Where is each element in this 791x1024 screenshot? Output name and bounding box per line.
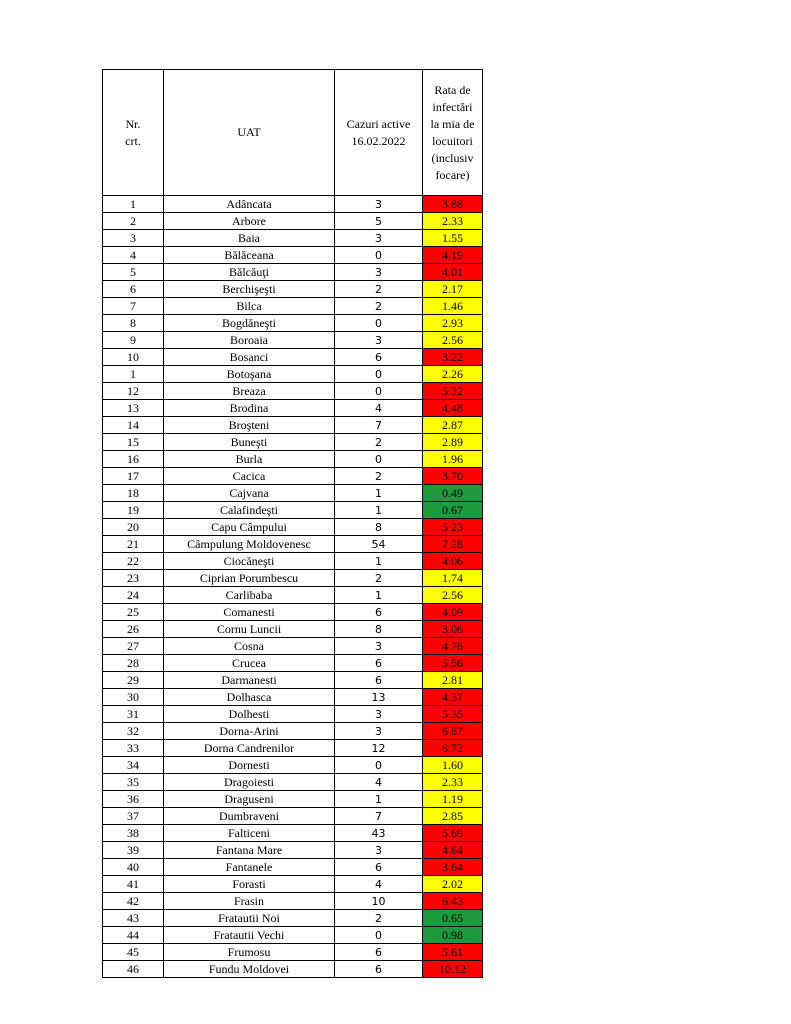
row-cases-cell: 3 xyxy=(335,230,423,247)
row-nr-cell: 12 xyxy=(103,383,164,400)
row-cases-cell: 4 xyxy=(335,876,423,893)
row-uat-cell: Dorna Candrenilor xyxy=(164,740,335,757)
row-cases-cell: 8 xyxy=(335,621,423,638)
row-cases-cell: 2 xyxy=(335,298,423,315)
row-nr-cell: 42 xyxy=(103,893,164,910)
row-nr-cell: 25 xyxy=(103,604,164,621)
row-nr-cell: 5 xyxy=(103,264,164,281)
row-rate-cell: 4.64 xyxy=(423,842,483,859)
row-rate-cell: 2.56 xyxy=(423,587,483,604)
row-uat-cell: Darmanesti xyxy=(164,672,335,689)
row-rate-cell: 0.67 xyxy=(423,502,483,519)
table-row xyxy=(103,570,483,587)
row-uat-cell: Falticeni xyxy=(164,825,335,842)
row-cases-cell: 43 xyxy=(335,825,423,842)
row-uat-cell: Bogdăneşti xyxy=(164,315,335,332)
row-uat-cell: Adâncata xyxy=(164,196,335,213)
row-rate-cell: 4.37 xyxy=(423,689,483,706)
row-uat-cell: Broşteni xyxy=(164,417,335,434)
row-cases-cell: 1 xyxy=(335,485,423,502)
row-uat-cell: Breaza xyxy=(164,383,335,400)
row-rate-cell: 2.93 xyxy=(423,315,483,332)
row-cases-cell: 13 xyxy=(335,689,423,706)
header-nr: Nr. crt. xyxy=(103,70,164,196)
row-uat-cell: Cajvana xyxy=(164,485,335,502)
row-nr-cell: 19 xyxy=(103,502,164,519)
table-row xyxy=(103,383,483,400)
row-rate-cell: 2.02 xyxy=(423,876,483,893)
row-cases-cell: 2 xyxy=(335,570,423,587)
row-cases-cell: 2 xyxy=(335,281,423,298)
row-rate-cell: 5.61 xyxy=(423,944,483,961)
row-rate-cell: 4.09 xyxy=(423,604,483,621)
table-row xyxy=(103,961,483,978)
row-rate-cell: 10.12 xyxy=(423,961,483,978)
row-cases-cell: 0 xyxy=(335,315,423,332)
row-cases-cell: 0 xyxy=(335,383,423,400)
row-cases-cell: 3 xyxy=(335,842,423,859)
row-nr-cell: 40 xyxy=(103,859,164,876)
row-uat-cell: Fratautii Vechi xyxy=(164,927,335,944)
row-nr-cell: 46 xyxy=(103,961,164,978)
row-nr-cell: 28 xyxy=(103,655,164,672)
row-cases-cell: 4 xyxy=(335,400,423,417)
row-uat-cell: Baia xyxy=(164,230,335,247)
row-uat-cell: Burla xyxy=(164,451,335,468)
row-cases-cell: 1 xyxy=(335,502,423,519)
table-row xyxy=(103,910,483,927)
header-uat: UAT xyxy=(164,70,335,196)
row-nr-cell: 27 xyxy=(103,638,164,655)
table-row xyxy=(103,672,483,689)
table-row xyxy=(103,264,483,281)
row-nr-cell: 3 xyxy=(103,230,164,247)
row-cases-cell: 3 xyxy=(335,638,423,655)
row-cases-cell: 0 xyxy=(335,366,423,383)
row-rate-cell: 7.28 xyxy=(423,536,483,553)
row-uat-cell: Dragoiesti xyxy=(164,774,335,791)
table-row xyxy=(103,740,483,757)
row-nr-cell: 41 xyxy=(103,876,164,893)
row-rate-cell: 4.76 xyxy=(423,638,483,655)
row-cases-cell: 6 xyxy=(335,349,423,366)
table-row xyxy=(103,808,483,825)
row-uat-cell: Carlibaba xyxy=(164,587,335,604)
table-row xyxy=(103,553,483,570)
table-row xyxy=(103,400,483,417)
table-body xyxy=(103,196,483,978)
row-cases-cell: 2 xyxy=(335,468,423,485)
row-nr-cell: 37 xyxy=(103,808,164,825)
table-row xyxy=(103,349,483,366)
row-nr-cell: 16 xyxy=(103,451,164,468)
row-cases-cell: 0 xyxy=(335,451,423,468)
row-uat-cell: Botoşana xyxy=(164,366,335,383)
row-uat-cell: Bilca xyxy=(164,298,335,315)
row-cases-cell: 6 xyxy=(335,655,423,672)
row-rate-cell: 4.06 xyxy=(423,553,483,570)
row-rate-cell: 5.23 xyxy=(423,519,483,536)
table-row xyxy=(103,723,483,740)
row-cases-cell: 0 xyxy=(335,247,423,264)
row-rate-cell: 2.56 xyxy=(423,332,483,349)
row-cases-cell: 6 xyxy=(335,961,423,978)
row-cases-cell: 3 xyxy=(335,264,423,281)
row-rate-cell: 4.01 xyxy=(423,264,483,281)
table-row xyxy=(103,893,483,910)
row-uat-cell: Frumosu xyxy=(164,944,335,961)
table-row xyxy=(103,859,483,876)
row-uat-cell: Câmpulung Moldovenesc xyxy=(164,536,335,553)
row-nr-cell: 34 xyxy=(103,757,164,774)
row-nr-cell: 39 xyxy=(103,842,164,859)
row-uat-cell: Dorna-Arini xyxy=(164,723,335,740)
row-nr-cell: 22 xyxy=(103,553,164,570)
row-uat-cell: Cacica xyxy=(164,468,335,485)
row-uat-cell: Comanesti xyxy=(164,604,335,621)
header-row xyxy=(103,70,483,196)
row-rate-cell: 1.55 xyxy=(423,230,483,247)
row-rate-cell: 6.87 xyxy=(423,723,483,740)
row-nr-cell: 14 xyxy=(103,417,164,434)
row-cases-cell: 8 xyxy=(335,519,423,536)
row-cases-cell: 5 xyxy=(335,213,423,230)
row-uat-cell: Cornu Luncii xyxy=(164,621,335,638)
row-rate-cell: 0.65 xyxy=(423,910,483,927)
table-row xyxy=(103,638,483,655)
table-row xyxy=(103,774,483,791)
table-row xyxy=(103,281,483,298)
row-rate-cell: 5.56 xyxy=(423,655,483,672)
row-cases-cell: 3 xyxy=(335,196,423,213)
row-rate-cell: 4.19 xyxy=(423,247,483,264)
row-rate-cell: 6.43 xyxy=(423,893,483,910)
header-cases: Cazuri active 16.02.2022 xyxy=(335,70,423,196)
row-uat-cell: Ciprian Porumbescu xyxy=(164,570,335,587)
row-cases-cell: 7 xyxy=(335,808,423,825)
row-cases-cell: 6 xyxy=(335,672,423,689)
table-row xyxy=(103,451,483,468)
row-rate-cell: 5.32 xyxy=(423,383,483,400)
table-row xyxy=(103,604,483,621)
row-nr-cell: 15 xyxy=(103,434,164,451)
row-cases-cell: 3 xyxy=(335,332,423,349)
table-row xyxy=(103,689,483,706)
row-cases-cell: 54 xyxy=(335,536,423,553)
row-uat-cell: Draguseni xyxy=(164,791,335,808)
table-row xyxy=(103,825,483,842)
row-rate-cell: 1.96 xyxy=(423,451,483,468)
row-uat-cell: Frasin xyxy=(164,893,335,910)
row-uat-cell: Dumbraveni xyxy=(164,808,335,825)
row-nr-cell: 24 xyxy=(103,587,164,604)
row-rate-cell: 5.69 xyxy=(423,825,483,842)
row-rate-cell: 1.46 xyxy=(423,298,483,315)
infection-rate-table xyxy=(102,69,483,978)
row-uat-cell: Calafindeşti xyxy=(164,502,335,519)
row-nr-cell: 26 xyxy=(103,621,164,638)
row-rate-cell: 4.48 xyxy=(423,400,483,417)
row-cases-cell: 1 xyxy=(335,553,423,570)
row-cases-cell: 7 xyxy=(335,417,423,434)
row-nr-cell: 10 xyxy=(103,349,164,366)
row-nr-cell: 43 xyxy=(103,910,164,927)
row-uat-cell: Fantanele xyxy=(164,859,335,876)
row-uat-cell: Dolhasca xyxy=(164,689,335,706)
row-nr-cell: 32 xyxy=(103,723,164,740)
row-nr-cell: 23 xyxy=(103,570,164,587)
table-row xyxy=(103,502,483,519)
row-cases-cell: 1 xyxy=(335,587,423,604)
table-row xyxy=(103,536,483,553)
row-cases-cell: 12 xyxy=(335,740,423,757)
row-nr-cell: 33 xyxy=(103,740,164,757)
table-row xyxy=(103,230,483,247)
row-cases-cell: 6 xyxy=(335,859,423,876)
table-row xyxy=(103,757,483,774)
row-nr-cell: 31 xyxy=(103,706,164,723)
table-row xyxy=(103,842,483,859)
row-nr-cell: 6 xyxy=(103,281,164,298)
row-rate-cell: 6.72 xyxy=(423,740,483,757)
row-uat-cell: Fantana Mare xyxy=(164,842,335,859)
row-rate-cell: 0.98 xyxy=(423,927,483,944)
row-nr-cell: 13 xyxy=(103,400,164,417)
row-uat-cell: Bălcăuţi xyxy=(164,264,335,281)
table-row xyxy=(103,434,483,451)
row-uat-cell: Bosanci xyxy=(164,349,335,366)
row-rate-cell: 2.81 xyxy=(423,672,483,689)
row-uat-cell: Dolhesti xyxy=(164,706,335,723)
row-rate-cell: 2.87 xyxy=(423,417,483,434)
row-cases-cell: 2 xyxy=(335,910,423,927)
table-row xyxy=(103,417,483,434)
row-rate-cell: 1.19 xyxy=(423,791,483,808)
table-row xyxy=(103,247,483,264)
table-row xyxy=(103,944,483,961)
table-row xyxy=(103,298,483,315)
row-rate-cell: 5.35 xyxy=(423,706,483,723)
table-row xyxy=(103,366,483,383)
row-nr-cell: 8 xyxy=(103,315,164,332)
table-row xyxy=(103,196,483,213)
row-uat-cell: Cosna xyxy=(164,638,335,655)
row-rate-cell: 3.64 xyxy=(423,859,483,876)
row-nr-cell: 9 xyxy=(103,332,164,349)
table-row xyxy=(103,655,483,672)
row-rate-cell: 2.17 xyxy=(423,281,483,298)
row-uat-cell: Fratautii Noi xyxy=(164,910,335,927)
row-rate-cell: 2.26 xyxy=(423,366,483,383)
row-cases-cell: 0 xyxy=(335,927,423,944)
row-rate-cell: 1.74 xyxy=(423,570,483,587)
row-cases-cell: 1 xyxy=(335,791,423,808)
table-row xyxy=(103,315,483,332)
row-uat-cell: Berchişeşti xyxy=(164,281,335,298)
table-row xyxy=(103,621,483,638)
table-row xyxy=(103,468,483,485)
row-rate-cell: 2.85 xyxy=(423,808,483,825)
row-cases-cell: 3 xyxy=(335,706,423,723)
row-nr-cell: 21 xyxy=(103,536,164,553)
table-row xyxy=(103,485,483,502)
row-uat-cell: Boroaia xyxy=(164,332,335,349)
row-nr-cell: 1 xyxy=(103,196,164,213)
row-nr-cell: 2 xyxy=(103,213,164,230)
table-row xyxy=(103,927,483,944)
row-nr-cell: 36 xyxy=(103,791,164,808)
row-nr-cell: 20 xyxy=(103,519,164,536)
row-cases-cell: 10 xyxy=(335,893,423,910)
row-uat-cell: Fundu Moldovei xyxy=(164,961,335,978)
row-cases-cell: 3 xyxy=(335,723,423,740)
row-uat-cell: Ciocăneşti xyxy=(164,553,335,570)
row-nr-cell: 18 xyxy=(103,485,164,502)
header-rate: Rata de infectări la mia de locuitori (inclusiv focare) xyxy=(423,70,483,196)
row-nr-cell: 29 xyxy=(103,672,164,689)
row-uat-cell: Arbore xyxy=(164,213,335,230)
row-rate-cell: 3.22 xyxy=(423,349,483,366)
row-nr-cell: 35 xyxy=(103,774,164,791)
row-rate-cell: 1.60 xyxy=(423,757,483,774)
row-nr-cell: 30 xyxy=(103,689,164,706)
row-uat-cell: Dornesti xyxy=(164,757,335,774)
table-row xyxy=(103,876,483,893)
table-row xyxy=(103,791,483,808)
row-uat-cell: Bălăceana xyxy=(164,247,335,264)
table-row xyxy=(103,587,483,604)
row-uat-cell: Brodina xyxy=(164,400,335,417)
row-uat-cell: Buneşti xyxy=(164,434,335,451)
row-uat-cell: Forasti xyxy=(164,876,335,893)
row-rate-cell: 2.33 xyxy=(423,774,483,791)
row-cases-cell: 4 xyxy=(335,774,423,791)
row-rate-cell: 3.70 xyxy=(423,468,483,485)
row-rate-cell: 3.06 xyxy=(423,621,483,638)
row-cases-cell: 6 xyxy=(335,944,423,961)
table-row xyxy=(103,519,483,536)
table-row xyxy=(103,213,483,230)
row-uat-cell: Capu Câmpului xyxy=(164,519,335,536)
row-rate-cell: 2.89 xyxy=(423,434,483,451)
row-nr-cell: 1 xyxy=(103,366,164,383)
row-nr-cell: 7 xyxy=(103,298,164,315)
row-nr-cell: 38 xyxy=(103,825,164,842)
row-nr-cell: 44 xyxy=(103,927,164,944)
row-cases-cell: 2 xyxy=(335,434,423,451)
row-nr-cell: 17 xyxy=(103,468,164,485)
row-rate-cell: 2.33 xyxy=(423,213,483,230)
table-row xyxy=(103,332,483,349)
table-row xyxy=(103,706,483,723)
row-nr-cell: 45 xyxy=(103,944,164,961)
row-rate-cell: 3.88 xyxy=(423,196,483,213)
row-uat-cell: Crucea xyxy=(164,655,335,672)
row-rate-cell: 0.49 xyxy=(423,485,483,502)
row-cases-cell: 0 xyxy=(335,757,423,774)
row-cases-cell: 6 xyxy=(335,604,423,621)
row-nr-cell: 4 xyxy=(103,247,164,264)
